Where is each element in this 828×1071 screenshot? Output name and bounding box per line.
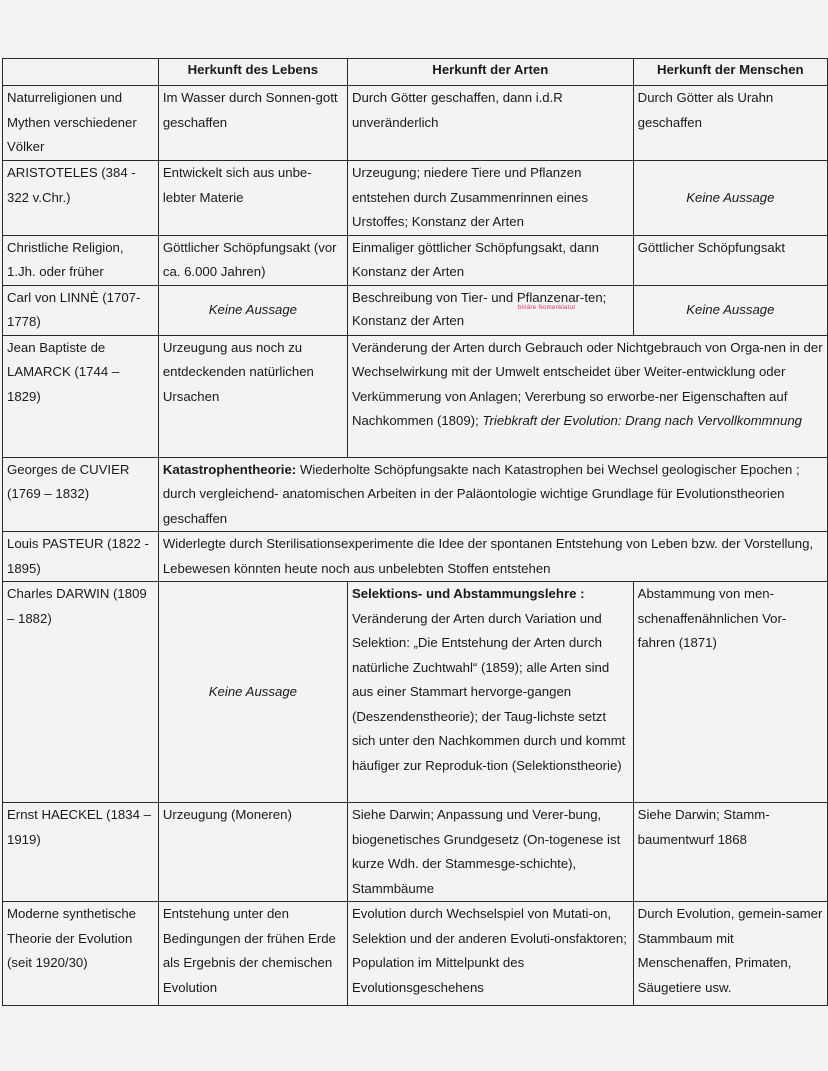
katastrophentheorie-label: Katastrophentheorie: xyxy=(162,461,297,477)
herkunft-arten-cell: Siehe Darwin; Anpassung und Verer-bung, biogenetisches Grundgesetz (On-togenese ist kurze Wdh. der Stammesge-schichte), Stammbäume xyxy=(347,803,633,902)
row-label-cell: Jean Baptiste de LAMARCK (1744 – 1829) xyxy=(3,335,159,457)
herkunft-arten-cell: Einmaliger göttlicher Schöpfungsakt, dann Konstanz der Arten xyxy=(347,235,633,285)
herkunft-menschen-cell: Durch Götter als Urahn geschaffen xyxy=(633,86,827,161)
table-row xyxy=(3,457,828,532)
herkunft-leben-cell: Im Wasser durch Sonnen-gott geschaffen xyxy=(158,86,347,161)
header-cell-herkunft-menschen: Herkunft der Menschen xyxy=(633,59,827,86)
header-cell-herkunft-leben: Herkunft des Lebens xyxy=(158,59,347,86)
herkunft-arten-cell: Evolution durch Wechselspiel von Mutati-on, Selektion und der anderen Evoluti-onsfaktoren; Population im Mittelpunkt des Evolutionsgeschehens xyxy=(347,902,633,1006)
header-row xyxy=(3,59,828,86)
table-row xyxy=(3,902,828,1006)
row-label-cell: Georges de CUVIER (1769 – 1832) xyxy=(3,457,159,532)
herkunft-arten-cell xyxy=(347,582,633,803)
table-row xyxy=(3,335,828,457)
row-label-cell: Naturreligionen und Mythen verschiedener Völker xyxy=(3,86,159,161)
herkunft-arten-cell: Urzeugung; niedere Tiere und Pflanzen entstehen durch Zusammenrinnen eines Urstoffes; Konstanz der Arten xyxy=(347,161,633,236)
row-label-cell: ARISTOTELES (384 - 322 v.Chr.) xyxy=(3,161,159,236)
selektionslehre-label: Selektions- und Abstammungslehre : xyxy=(351,586,585,601)
lamarck-text: Veränderung der Arten durch Gebrauch oder Nichtgebrauch von Orga-nen in der Wechselwirkung mit der Umwelt entscheidet über Weiter-entwicklung oder Verkümmerung von Anlagen; Vererbung so erworbe-ner Eigenschaften auf Nachkommen (1809); xyxy=(351,339,823,428)
herkunft-leben-cell: Göttlicher Schöpfungsakt (vor ca. 6.000 Jahren) xyxy=(158,235,347,285)
herkunft-leben-cell: Keine Aussage xyxy=(158,285,347,335)
herkunft-leben-cell: Entstehung unter den Bedingungen der frühen Erde als Ergebnis der chemischen Evolution xyxy=(158,902,347,1006)
herkunft-menschen-cell: Durch Evolution, gemein-samer Stammbaum mit Menschenaffen, Primaten, Säugetiere usw. xyxy=(633,902,827,1006)
table-row xyxy=(3,532,828,582)
herkunft-leben-cell: Urzeugung aus noch zu entdeckenden natürlichen Ursachen xyxy=(158,335,347,457)
herkunft-menschen-cell: Keine Aussage xyxy=(633,161,827,236)
header-cell-herkunft-arten: Herkunft der Arten xyxy=(347,59,633,86)
table-row xyxy=(3,235,828,285)
row-label-cell: Ernst HAECKEL (1834 – 1919) xyxy=(3,803,159,902)
row-label-cell: Christliche Religion, 1.Jh. oder früher xyxy=(3,235,159,285)
table-row xyxy=(3,582,828,803)
herkunft-arten-menschen-cell xyxy=(347,335,827,457)
table-row xyxy=(3,161,828,236)
table-row xyxy=(3,803,828,902)
herkunft-menschen-cell: Keine Aussage xyxy=(633,285,827,335)
lamarck-triebkraft-text: Triebkraft der Evolution: Drang nach Vervollkommnung xyxy=(482,413,802,428)
herkunft-menschen-cell: Siehe Darwin; Stamm-baumentwurf 1868 xyxy=(633,803,827,902)
row-label-cell: Louis PASTEUR (1822 - 1895) xyxy=(3,532,159,582)
row-label-cell: Carl von LINNÈ (1707-1778) xyxy=(3,285,159,335)
herkunft-leben-cell: Keine Aussage xyxy=(158,582,347,803)
table-row xyxy=(3,285,828,335)
row-label-cell: Charles DARWIN (1809 – 1882) xyxy=(3,582,159,803)
herkunft-leben-cell: Urzeugung (Moneren) xyxy=(158,803,347,902)
herkunft-menschen-cell: Abstammung von men-schenaffenähnlichen Vor-fahren (1871) xyxy=(633,582,827,803)
combined-cell: Widerlegte durch Sterilisationsexperimente die Idee der spontanen Entstehung von Leben bzw. der Vorstellung, Lebewesen könnten heute noch aus unbelebten Stoffen entstehen xyxy=(158,532,827,582)
evolution-history-table xyxy=(2,58,828,1006)
herkunft-leben-cell: Entwickelt sich aus unbe-lebter Materie xyxy=(158,161,347,236)
darwin-arten-text: Veränderung der Arten durch Variation und Selektion: „Die Entstehung der Arten durch natürliche Zuchtwahl“ (1859); alle Arten sind aus einer Stammart hervorge-gangen (Deszendenstheorie); der Taug-lichste setzt sich unter den Nachkommen durch und kommt häufiger zur Reproduk-tion (Selektionstheorie) xyxy=(351,610,626,773)
handwritten-note: binäre Nomenklatur xyxy=(517,304,576,311)
combined-cell xyxy=(158,457,827,532)
arten-text: Beschreibung von Tier- und Pflanzenar-ten; Konstanz der Arten xyxy=(351,289,607,328)
table-row xyxy=(3,86,828,161)
herkunft-menschen-cell: Göttlicher Schöpfungsakt xyxy=(633,235,827,285)
cuvier-text: Wiederholte Schöpfungsakte nach Katastrophen bei Wechsel geologischer Epochen ; durch vergleichend- anatomischen Arbeiten in der Paläontologie wichtige Grundlage für Evolutionstheorien geschaffen xyxy=(162,461,800,526)
header-cell-empty xyxy=(3,59,159,86)
row-label-cell: Moderne synthetische Theorie der Evolution (seit 1920/30) xyxy=(3,902,159,1006)
herkunft-arten-cell: Durch Götter geschaffen, dann i.d.R unveränderlich xyxy=(347,86,633,161)
herkunft-arten-cell xyxy=(347,285,633,335)
